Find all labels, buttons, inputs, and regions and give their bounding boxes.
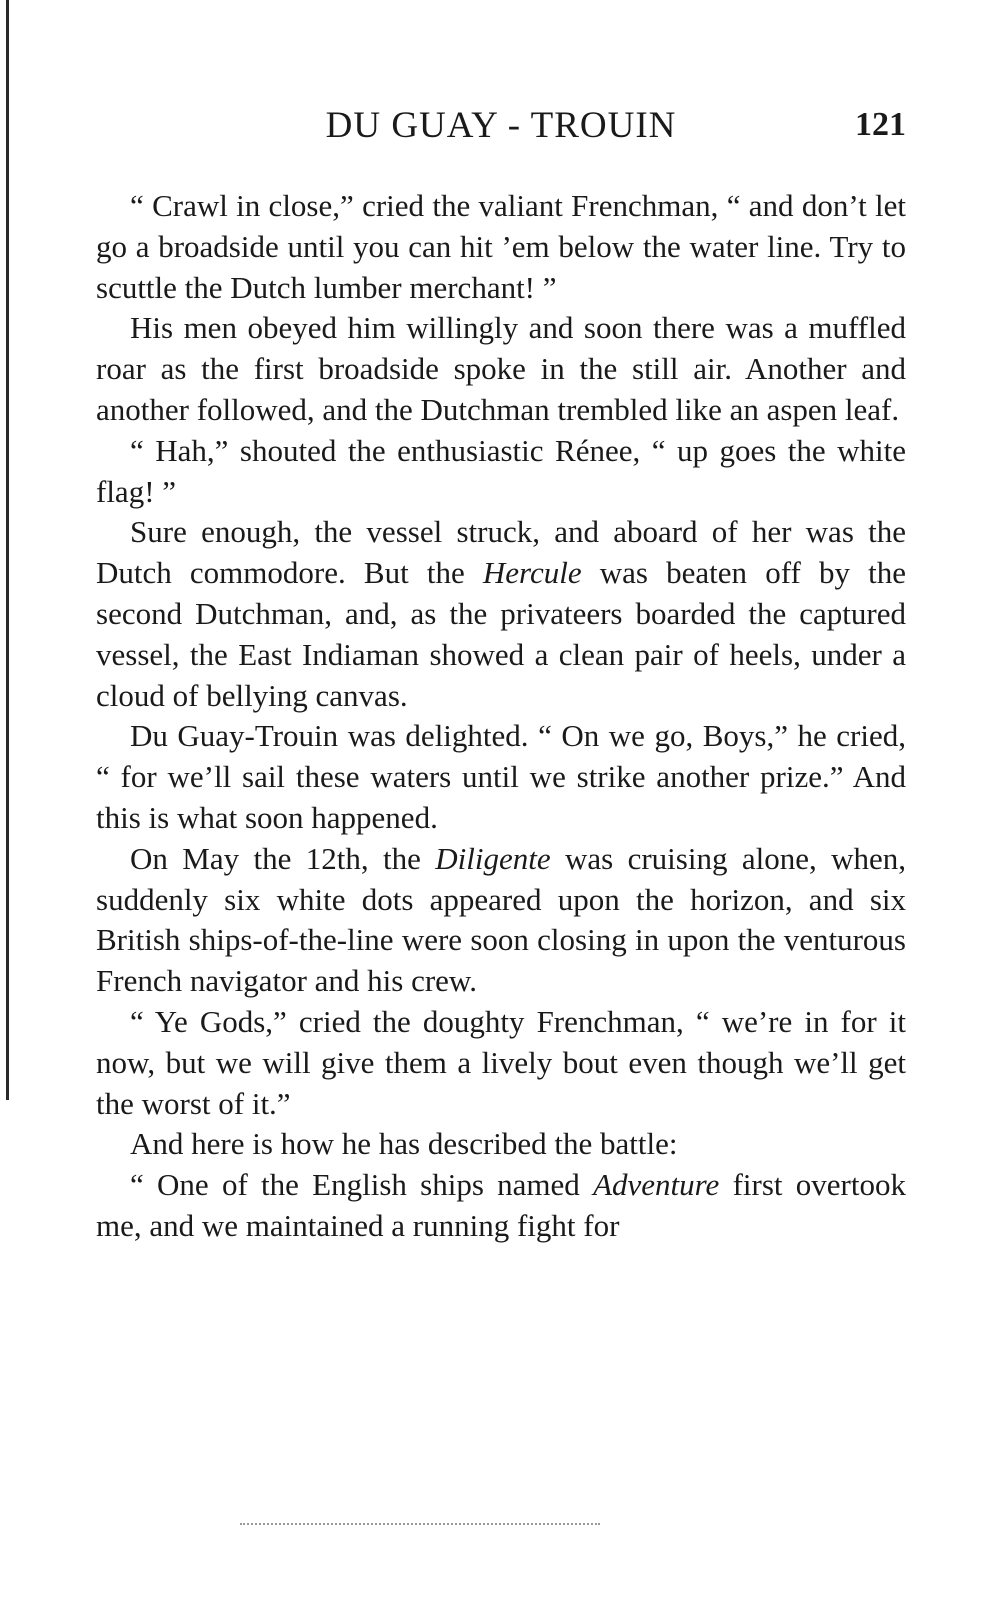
paragraph bbox=[96, 512, 906, 716]
paragraph bbox=[96, 1124, 906, 1165]
footer-artifact bbox=[240, 1523, 600, 1527]
text-segment: His men obeyed him willingly and soon there was a muffled roar as the first broadside spoke in the still air. Another and another followed, and the Dutchman trembled like an aspen leaf. bbox=[96, 310, 906, 427]
page-number: 121 bbox=[855, 106, 906, 143]
page-binding-edge bbox=[6, 0, 9, 1100]
page-header bbox=[96, 104, 906, 154]
italic-ship-name: Adventure bbox=[593, 1167, 720, 1203]
text-segment: first overtook me, and we maintained a running fight for bbox=[96, 1167, 906, 1243]
paragraph bbox=[96, 1002, 906, 1124]
paragraph bbox=[96, 308, 906, 430]
text-segment: “ Crawl in close,” cried the valiant Frenchman, “ and don’t let go a broadside until you can hit ’em below the water line. Try to scuttle the Dutch lumber merchant! ” bbox=[96, 188, 906, 305]
text-segment: “ One of the English ships named bbox=[130, 1167, 594, 1203]
body-text bbox=[96, 186, 906, 1247]
paragraph bbox=[96, 431, 906, 513]
text-segment: “ Hah,” shouted the enthusiastic Rénee, “ up goes the white flag! ” bbox=[96, 432, 906, 509]
italic-ship-name: Hercule bbox=[482, 555, 582, 591]
italic-ship-name: Diligente bbox=[435, 840, 551, 876]
text-segment: Du Guay-Trouin was delighted. “ On we go, Boys,” he cried, “ for we’ll sail these waters until we strike another prize.” And this is what soon happened. bbox=[96, 718, 906, 835]
paragraph bbox=[96, 1165, 906, 1247]
text-segment: “ Ye Gods,” cried the doughty Frenchman, “ we’re in for it now, but we will give them a lively bout even though we’ll get the worst of it.” bbox=[96, 1003, 906, 1121]
text-segment: On May the 12th, the bbox=[130, 840, 436, 876]
text-segment: was cruising alone, when, suddenly six white dots appeared upon the horizon, and six British ships-of-the-line were soon closing in upon the venturous French navigator and his crew. bbox=[96, 840, 906, 999]
running-head: DU GUAY - TROUIN bbox=[325, 105, 677, 146]
text-segment: And here is how he has described the battle: bbox=[130, 1126, 678, 1162]
paragraph bbox=[96, 186, 906, 308]
paragraph bbox=[96, 716, 906, 838]
paragraph bbox=[96, 839, 906, 1002]
text-segment: was beaten off by the second Dutchman, and, as the privateers boarded the captured vessel, the East Indiaman showed a clean pair of heels, under a cloud of bellying canvas. bbox=[96, 555, 906, 713]
text-segment: Sure enough, the vessel struck, and aboard of her was the Dutch commodore. But the bbox=[96, 514, 906, 591]
